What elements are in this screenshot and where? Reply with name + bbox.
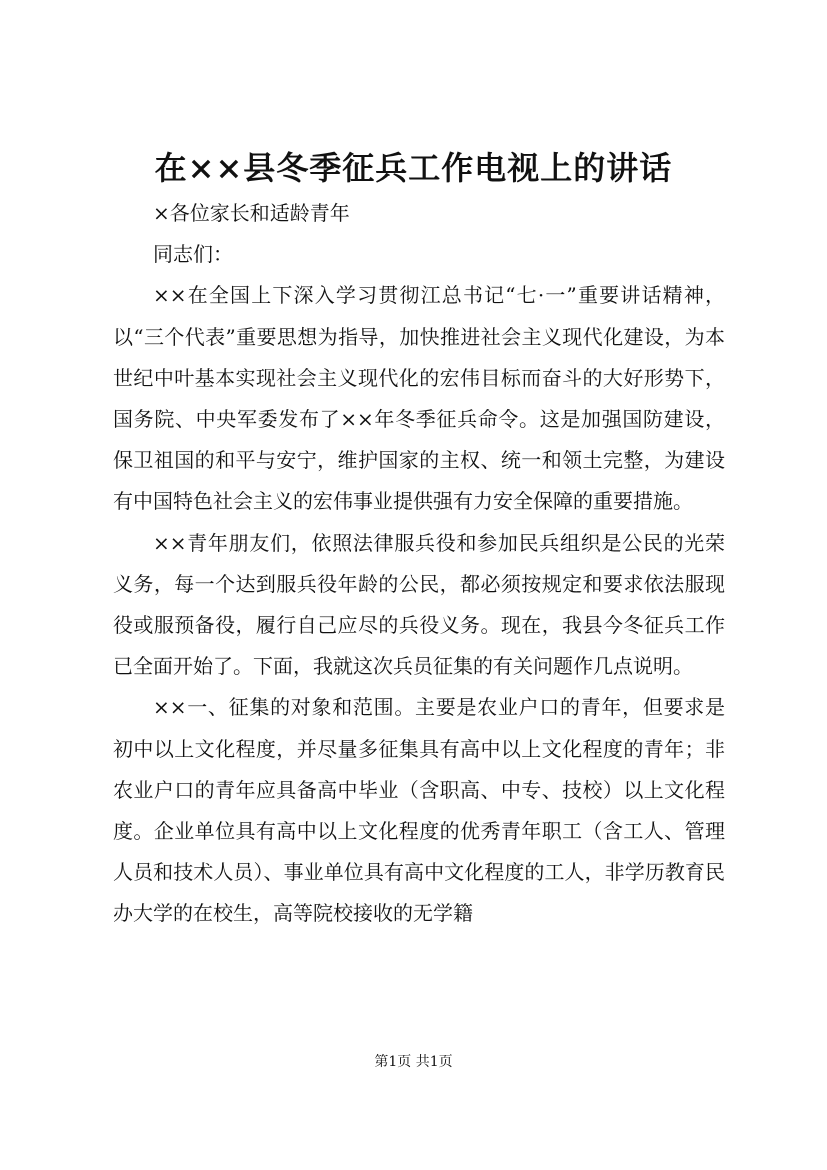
- body-paragraph: ××在全国上下深入学习贯彻江总书记“七·一”重要讲话精神，以“三个代表”重要思想为指导，加快推进社会主义现代化建设，为本世纪中叶基本实现社会主义现代化的宏伟目标而奋斗的大好形势下，国务院、中央军委发布了××年冬季征兵命令。这是加强国防建设，保卫祖国的和平与安宁，维护国家的主权、统一和领土完整，为建设有中国特色社会主义的宏伟事业提供强有力安全保障的重要措施。: [113, 283, 725, 514]
- salutation-line: ×各位家长和适龄青年: [153, 201, 350, 225]
- document-body: [113, 193, 725, 935]
- page-number-footer: 第1页 共1页: [374, 1054, 453, 1070]
- greeting-line: 同志们：: [153, 242, 233, 267]
- body-paragraph: ××青年朋友们，依照法律服兵役和参加民兵组织是公民的光荣义务，每一个达到服兵役年龄的公民，都必须按规定和要求依法服现役或服预备役，履行自己应尽的兵役义务。现在，我县今冬征兵工作已全面开始了。下面，我就这次兵员征集的有关问题作几点说明。: [113, 530, 725, 679]
- body-paragraph: ××一、征集的对象和范围。主要是农业户口的青年，但要求是初中以上文化程度，并尽量多征集具有高中以上文化程度的青年；非农业户口的青年应具备高中毕业（含职高、中专、技校）以上文化程度。企业单位具有高中以上文化程度的优秀青年职工（含工人、管理人员和技术人员）、事业单位具有高中文化程度的工人，非学历教育民办大学的在校生，高等院校接收的无学籍: [113, 695, 725, 926]
- page-title: 在××县冬季征兵工作电视上的讲话: [154, 149, 673, 187]
